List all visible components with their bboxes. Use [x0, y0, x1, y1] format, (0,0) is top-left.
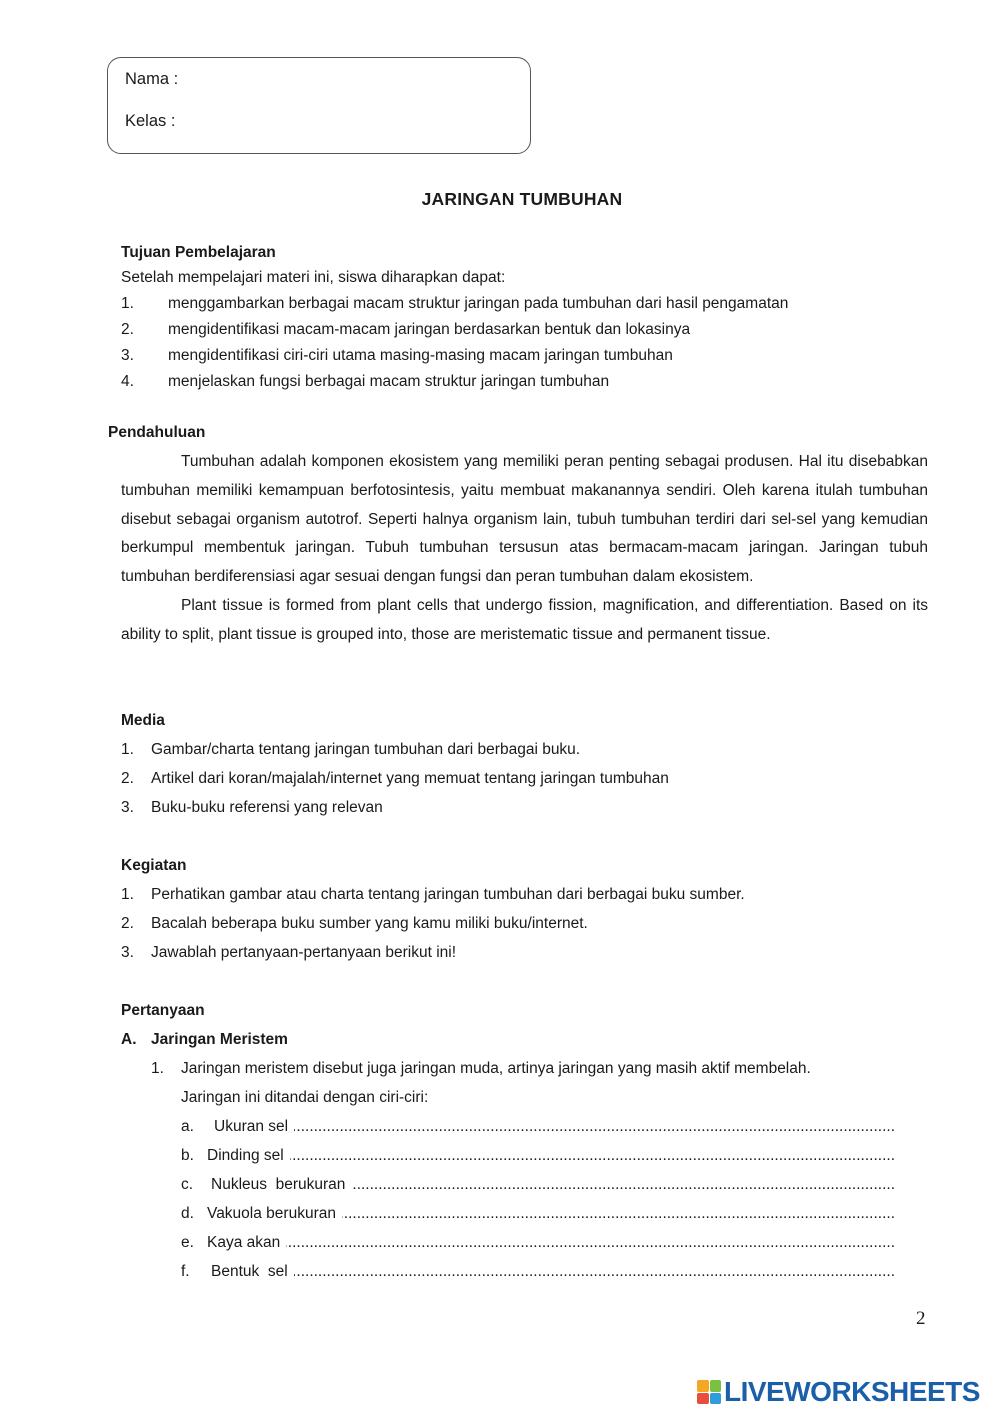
answer-label: Dinding sel: [207, 1147, 284, 1164]
obj-list-number: 3.: [121, 347, 134, 364]
act-list-item: Bacalah beberapa buku sumber yang kamu miliki buku/internet.: [151, 915, 588, 932]
answer-letter: e.: [181, 1234, 194, 1251]
answer-blank[interactable]: [294, 1263, 895, 1281]
act-list-item: Jawablah pertanyaan-pertanyaan berikut ini!: [151, 944, 457, 961]
answer-blank[interactable]: [286, 1234, 895, 1252]
liveworksheets-logo: [697, 1377, 980, 1407]
media-list-item: Buku-buku referensi yang relevan: [151, 799, 383, 816]
obj-list-number: 1.: [121, 295, 134, 312]
answer-label: Kaya akan: [207, 1234, 281, 1251]
media-list-number: 3.: [121, 799, 134, 816]
answer-label: Bentuk sel: [211, 1263, 288, 1280]
media-list-number: 2.: [121, 770, 134, 787]
act-list-number: 3.: [121, 944, 134, 961]
answer-letter: a.: [181, 1118, 194, 1135]
act-list-number: 2.: [121, 915, 134, 932]
logo-square-3: [697, 1393, 709, 1405]
obj-list-item: menggambarkan berbagai macam struktur jaringan pada tumbuhan dari hasil pengamatan: [168, 295, 789, 312]
answer-label: Nukleus berukuran: [211, 1176, 346, 1193]
answer-blank[interactable]: [351, 1176, 895, 1194]
questions-heading: Pertanyaan: [121, 1002, 205, 1019]
obj-list-item: mengidentifikasi macam-macam jaringan berdasarkan bentuk dan lokasinya: [168, 321, 691, 338]
media-list-number: 1.: [121, 741, 134, 758]
media-heading: Media: [121, 712, 165, 729]
obj-list-item: mengidentifikasi ciri-ciri utama masing-masing macam jaringan tumbuhan: [168, 347, 673, 364]
question-1-number: 1.: [151, 1060, 164, 1077]
answer-blank[interactable]: [290, 1147, 895, 1165]
media-list-item: Artikel dari koran/majalah/internet yang memuat tentang jaringan tumbuhan: [151, 770, 669, 787]
objectives-intro: Setelah mempelajari materi ini, siswa diharapkan dapat:: [121, 269, 506, 286]
logo-mark-icon: [697, 1380, 721, 1404]
media-list-item: Gambar/charta tentang jaringan tumbuhan dari berbagai buku.: [151, 741, 581, 758]
answer-letter: b.: [181, 1147, 194, 1164]
logo-square-4: [710, 1393, 722, 1405]
logo-text: LIVEWORKSHEETS: [724, 1376, 980, 1407]
act-list-number: 1.: [121, 886, 134, 903]
act-list-item: Perhatikan gambar atau charta tentang jaringan tumbuhan dari berbagai buku sumber.: [151, 886, 745, 903]
obj-list-item: menjelaskan fungsi berbagai macam struktur jaringan tumbuhan: [168, 373, 610, 390]
answer-letter: c.: [181, 1176, 194, 1193]
page-number: 2: [916, 1308, 926, 1329]
answer-label: Ukuran sel: [214, 1118, 289, 1135]
logo-square-1: [697, 1380, 709, 1392]
logo-square-2: [710, 1380, 722, 1392]
name-label: Nama :: [125, 70, 179, 88]
student-info-box: [107, 57, 531, 154]
answer-label: Vakuola berukuran: [207, 1205, 336, 1222]
class-label: Kelas :: [125, 112, 176, 130]
section-a-letter: A.: [121, 1031, 137, 1048]
obj-list-number: 2.: [121, 321, 134, 338]
page-title: JARINGAN TUMBUHAN: [421, 189, 623, 209]
answer-blank[interactable]: [294, 1118, 895, 1136]
answer-letter: f.: [181, 1263, 190, 1280]
obj-list-number: 4.: [121, 373, 134, 390]
intro-heading: Pendahuluan: [108, 424, 206, 441]
answer-blank[interactable]: [342, 1205, 895, 1223]
question-1-line-1: Jaringan meristem disebut juga jaringan muda, artinya jaringan yang masih aktif membelah.: [181, 1060, 811, 1077]
intro-paragraph-1: Tumbuhan adalah komponen ekosistem yang memiliki peran penting sebagai produsen. Hal itu disebabkan tumbuhan memiliki kemampuan berfotosintesis, yaitu membuat makanannya sendiri. Oleh karena itulah tumbuhan disebut sebagai organism autotrof. Seperti halnya organism lain, tubuh tumbuhan terdiri dari sel-sel yang kemudian berkumpul membentuk jaringan. Tubuh tumbuhan tersusun atas bermacam-macam jaringan. Jaringan tubuh tumbuhan berdiferensiasi agar sesuai dengan fungsi dan peran tumbuhan dalam ekosistem.: [121, 453, 928, 586]
question-1-line-2: Jaringan ini ditandai dengan ciri-ciri:: [181, 1089, 429, 1106]
section-a-title: Jaringan Meristem: [151, 1031, 288, 1048]
activities-heading: Kegiatan: [121, 857, 187, 874]
objectives-heading: Tujuan Pembelajaran: [121, 244, 276, 261]
answer-letter: d.: [181, 1205, 194, 1222]
intro-paragraph-2: Plant tissue is formed from plant cells that undergo fission, magnification, and differentiation. Based on its ability to split, plant tissue is grouped into, those are meristematic tissue and permanent tissue.: [121, 596, 928, 643]
intro-body: [121, 448, 928, 650]
